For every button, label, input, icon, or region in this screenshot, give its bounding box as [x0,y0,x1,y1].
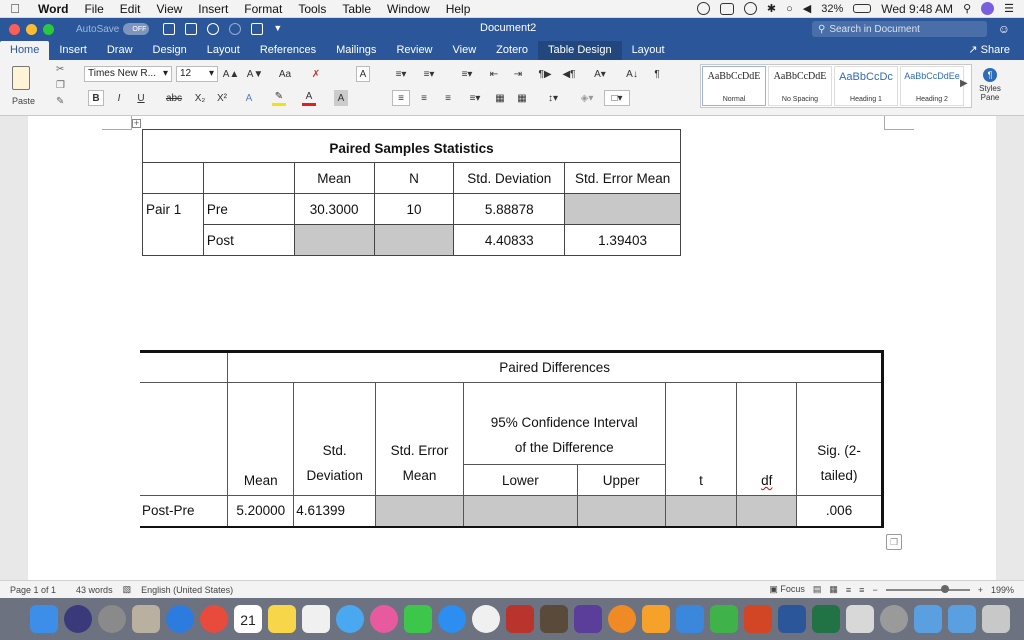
diff-header-blank [140,352,228,383]
close-window-button[interactable] [9,24,20,35]
ltr-icon[interactable]: ¶▶ [538,68,552,80]
proofing-icon[interactable]: ▧ [122,584,132,594]
distributed-icon[interactable]: ▦ [495,92,505,104]
diff-header-df-text: df [761,473,773,488]
styles-expand-icon[interactable]: ▶ [960,78,968,89]
text-effects-button[interactable]: A [245,92,253,104]
word-count[interactable]: 43 words [76,584,113,595]
calendar-icon[interactable]: 21 [234,605,262,633]
subscript-button[interactable]: X₂ [194,92,206,104]
borders-icon[interactable]: □▾ [604,90,630,106]
numbering-icon[interactable]: ≡▾ [423,68,435,80]
airplay-icon[interactable] [720,3,734,15]
outline-icon[interactable]: ≡ [845,584,852,595]
font-size-select[interactable] [176,66,218,82]
style-heading-1-name: Heading 1 [850,96,882,103]
diff-header-sd-line2: Deviation [306,468,363,483]
diff-header-mean-text: Mean [243,473,278,488]
paste-options-icon[interactable]: ❐ [886,534,902,550]
sync-icon[interactable] [697,2,710,15]
styles-pane-button[interactable] [976,68,1004,102]
messages-bubble-icon[interactable] [336,605,364,633]
stats-header-sd: Std. Deviation [454,163,565,194]
table-row [143,194,681,225]
share-button[interactable]: ↗ Share [968,44,1010,56]
window-controls [0,24,54,35]
stats-header-se: Std. Error Mean [565,163,681,194]
margin-corner-right [884,116,914,130]
pages-icon[interactable] [642,605,670,633]
autosave-switch[interactable]: OFF [123,23,149,35]
preview-app-icon[interactable] [846,605,874,633]
search-placeholder: Search in Document [829,23,920,35]
margin-corner-left [102,116,132,130]
tab-draw[interactable]: Draw [106,44,133,56]
books-icon[interactable] [608,605,636,633]
web-layout-icon[interactable]: ▦ [829,584,838,594]
stats-header-mean: Mean [294,163,374,194]
word-title-bar [0,18,1024,40]
line-spacing-icon[interactable]: ↕▾ [547,92,559,104]
diff-t-blank-cell[interactable] [665,496,737,527]
pre-sd: 5.88878 [454,194,565,225]
bullets-icon[interactable]: ≡▾ [395,68,407,80]
redo-icon[interactable] [229,23,241,35]
tab-layout[interactable]: Layout [206,44,240,56]
notes-icon[interactable] [268,605,296,633]
autosave-label: AutoSave [76,23,120,35]
siri-icon[interactable] [981,2,994,15]
styles-pane-label: Styles Pane [979,84,1001,102]
itunes-icon[interactable] [370,605,398,633]
superscript-button[interactable]: X² [217,92,227,104]
menu-edit[interactable]: Edit [119,1,141,16]
diff-header-se [376,383,464,496]
bold-button[interactable]: B [88,90,104,106]
stats-header-blank [203,163,294,194]
post-sd: 4.40833 [454,225,565,256]
table-row [143,225,681,256]
menu-format[interactable]: Format [244,1,283,16]
app-store-icon[interactable] [438,605,466,633]
search-icon: ⚲ [818,23,826,35]
documents-folder-icon[interactable] [948,605,976,633]
style-no-spacing[interactable] [768,66,832,106]
customize-toolbar-icon[interactable]: ▼ [273,23,283,33]
clock[interactable]: Wed 9:48 AM [881,1,954,16]
paired-differences-header: Paired Differences [228,352,883,383]
diff-header-se-line2: Mean [402,468,437,483]
paste-group [8,64,68,110]
menu-help[interactable]: Help [445,1,471,16]
diff-header-upper: Upper [577,465,665,496]
draft-icon[interactable]: ≡ [859,584,865,595]
font-size-value: 12 [180,68,192,79]
document-title: Document2 [480,22,537,34]
font-name-select[interactable] [84,66,172,82]
diff-mean: 5.20000 [228,496,294,527]
format-painter-icon[interactable]: ✎ [56,96,65,107]
menu-window[interactable]: Window [387,1,430,16]
siri-icon[interactable] [64,605,92,633]
post-mean-blank-cell[interactable] [294,225,374,256]
diff-header-sig [797,383,883,496]
tab-view[interactable]: View [452,44,477,56]
table-move-handle-icon[interactable]: + [133,118,140,128]
feedback-smiley-icon[interactable]: ☺ [997,22,1010,36]
style-normal-sample: AaBbCcDdE [707,71,761,82]
home-ribbon [0,60,1024,116]
undo-icon[interactable] [207,23,219,35]
diff-sd: 4.61399 [294,496,376,527]
diff-header-lower: Lower [463,465,577,496]
sort-icon[interactable]: A↓ [626,68,638,80]
pair-label: Pair 1 [143,194,204,225]
diff-row-label: Post-Pre [140,496,228,527]
italic-button[interactable]: I [117,92,121,104]
chevron-down-icon: ▾ [162,68,168,79]
tab-insert[interactable]: Insert [59,44,87,56]
mac-menu-bar [0,0,1024,18]
shading-icon[interactable]: ◈▾ [580,92,594,104]
document-page[interactable] [28,116,996,580]
messages-icon[interactable] [404,605,432,633]
pre-n: 10 [374,194,454,225]
imovie-icon[interactable] [574,605,602,633]
photos-icon[interactable] [472,605,500,633]
style-no-spacing-name: No Spacing [781,96,819,103]
zoom-slider[interactable] [886,589,970,591]
clear-formatting-button[interactable]: ✗ [311,68,321,80]
language[interactable]: English (United States) [141,584,234,595]
quick-access-toolbar [163,23,285,35]
cut-icon[interactable]: ✂ [56,64,65,75]
spotlight-icon[interactable]: ⚲ [963,3,972,15]
diff-header-sig-line2: tailed) [820,468,858,483]
zoom-in-button[interactable]: + [977,584,983,595]
increase-indent-icon[interactable]: ⇥ [513,68,523,80]
tab-review[interactable]: Review [396,44,433,56]
character-shading-button[interactable]: A [334,90,348,106]
guitar-app-icon[interactable] [540,605,568,633]
diff-se-blank-cell[interactable] [376,496,464,527]
paste-label: Paste [12,96,36,106]
diff-lower-blank-cell[interactable] [463,496,577,527]
decrease-indent-icon[interactable]: ⇤ [489,68,499,80]
wifi-icon[interactable]: ○ [786,2,793,15]
row-label-post: Post [203,225,294,256]
paired-differences-table [140,350,884,528]
launchpad-icon[interactable] [98,605,126,633]
menu-app-name[interactable]: Word [38,1,69,16]
styles-gallery [700,64,972,108]
time-machine-icon[interactable] [744,2,757,15]
show-formatting-icon[interactable]: ¶ [654,68,660,80]
diff-header-se-line1: Std. Error [390,443,449,458]
diff-header-sd [294,383,376,496]
menu-insert[interactable]: Insert [198,1,229,16]
tab-table-design[interactable]: Table Design [538,41,622,60]
row-label-pre: Pre [203,194,294,225]
style-no-spacing-sample: AaBbCcDdE [773,71,827,82]
align-left-icon[interactable]: ≡ [392,90,410,106]
diff-header-df [737,383,797,496]
diff-header-mean [228,383,294,496]
align-center-icon[interactable]: ≡ [421,92,427,104]
diff-df-blank-cell[interactable] [737,496,797,527]
ribbon-tab-bar [0,40,1024,60]
minimize-window-button[interactable] [26,24,37,35]
notification-center-icon[interactable]: ☰ [1004,3,1014,15]
rtl-icon[interactable]: ◀¶ [562,68,576,80]
style-heading-2-name: Heading 2 [916,96,948,103]
change-case-button[interactable]: Aa [278,68,292,80]
focus-button[interactable]: ▣ Focus [769,584,805,594]
page-count[interactable]: Page 1 of 1 [10,584,57,595]
style-normal[interactable] [702,66,766,106]
chevron-down-icon: ▾ [208,68,214,79]
preview-icon[interactable] [132,605,160,633]
chrome-icon[interactable] [200,605,228,633]
pre-mean: 30.3000 [294,194,374,225]
photo-booth-icon[interactable] [506,605,534,633]
diff-header-blank [140,383,228,496]
reminders-icon[interactable] [302,605,330,633]
character-border-button[interactable]: A [356,66,370,82]
style-heading-2[interactable] [900,66,964,106]
word-icon[interactable] [778,605,806,633]
paired-samples-statistics-table [142,129,681,256]
numbers-icon[interactable] [710,605,738,633]
copy-icon[interactable]: ❐ [56,80,65,91]
battery-percent[interactable]: 32% [821,2,844,15]
grow-font-button[interactable]: A▲ [222,68,240,80]
dock [0,598,1024,640]
battery-icon[interactable] [853,4,871,13]
strikethrough-button[interactable]: abc [165,92,183,104]
autosave-toggle[interactable] [76,23,149,35]
menu-table[interactable]: Table [342,1,372,16]
volume-icon[interactable]: ◀ [802,3,812,15]
save-icon[interactable] [185,23,197,35]
menu-file[interactable]: File [84,1,104,16]
asian-layout-icon[interactable]: A▾ [594,68,606,80]
stats-table-title: Paired Samples Statistics [143,130,681,163]
table-row [140,496,883,527]
stats-header-n: N [374,163,454,194]
diff-header-t: t [665,383,737,496]
tab-home[interactable]: Home [0,41,49,60]
stats-header-blank [143,163,204,194]
style-heading-1-sample: AaBbCcDc [839,71,893,83]
style-heading-1[interactable] [834,66,898,106]
style-heading-2-sample: AaBbCcDdEe [904,71,960,81]
font-name-value: Times New R... [88,68,156,79]
trash-icon[interactable] [982,605,1010,633]
underline-button[interactable]: U [137,92,145,104]
zoom-level[interactable]: 199% [990,584,1014,595]
highlight-icon[interactable]: ✎ [272,90,286,106]
post-se: 1.39403 [565,225,681,256]
document-area [0,116,1024,580]
align-right-icon[interactable]: ≡ [445,92,451,104]
diff-header-sd-line1: Std. [322,443,347,458]
focus-label: Focus [780,584,805,594]
columns-icon[interactable]: ▦ [517,92,527,104]
tab-references[interactable]: References [259,44,317,56]
excel-icon[interactable] [812,605,840,633]
apple-icon[interactable] [0,1,30,16]
downloads-folder-icon[interactable] [914,605,942,633]
tab-design[interactable]: Design [152,44,187,56]
safari-icon[interactable] [166,605,194,633]
menu-tools[interactable]: Tools [298,1,327,16]
zoom-out-button[interactable]: − [872,584,878,595]
pre-se-blank-cell[interactable] [565,194,681,225]
search-in-document-input[interactable] [812,21,987,37]
share-label: Share [980,44,1010,56]
styles-pane-icon: ¶ [983,68,997,82]
powerpoint-icon[interactable] [744,605,772,633]
menu-view[interactable]: View [156,1,183,16]
finder-icon[interactable] [30,605,58,633]
post-n-blank-cell[interactable] [374,225,454,256]
print-layout-icon[interactable]: ▤ [812,584,822,594]
tab-mailings[interactable]: Mailings [336,44,377,56]
status-bar [0,580,1024,598]
multilevel-list-icon[interactable]: ≡▾ [461,68,473,80]
shrink-font-button[interactable]: A▼ [246,68,264,80]
print-icon[interactable] [251,23,263,35]
tab-table-layout[interactable]: Layout [631,44,665,56]
zoom-window-button[interactable] [43,24,54,35]
keynote-icon[interactable] [676,605,704,633]
tab-zotero[interactable]: Zotero [496,44,528,56]
bluetooth-icon[interactable]: ✱ [766,3,777,15]
font-color-button[interactable]: A [302,90,316,106]
ci-header: 95% Confidence Interval of the Difference [463,383,665,465]
justify-icon[interactable]: ≡▾ [469,92,481,104]
diff-upper-blank-cell[interactable] [577,496,665,527]
style-normal-name: Normal [722,96,746,103]
pair-label-cont [143,225,204,256]
paste-icon[interactable] [12,66,30,90]
diff-header-sig-line1: Sig. (2- [817,443,861,458]
sidebar-icon[interactable] [163,23,175,35]
zoom-slider-knob[interactable] [941,585,949,593]
diff-sig: .006 [797,496,883,527]
system-preferences-icon[interactable] [880,605,908,633]
